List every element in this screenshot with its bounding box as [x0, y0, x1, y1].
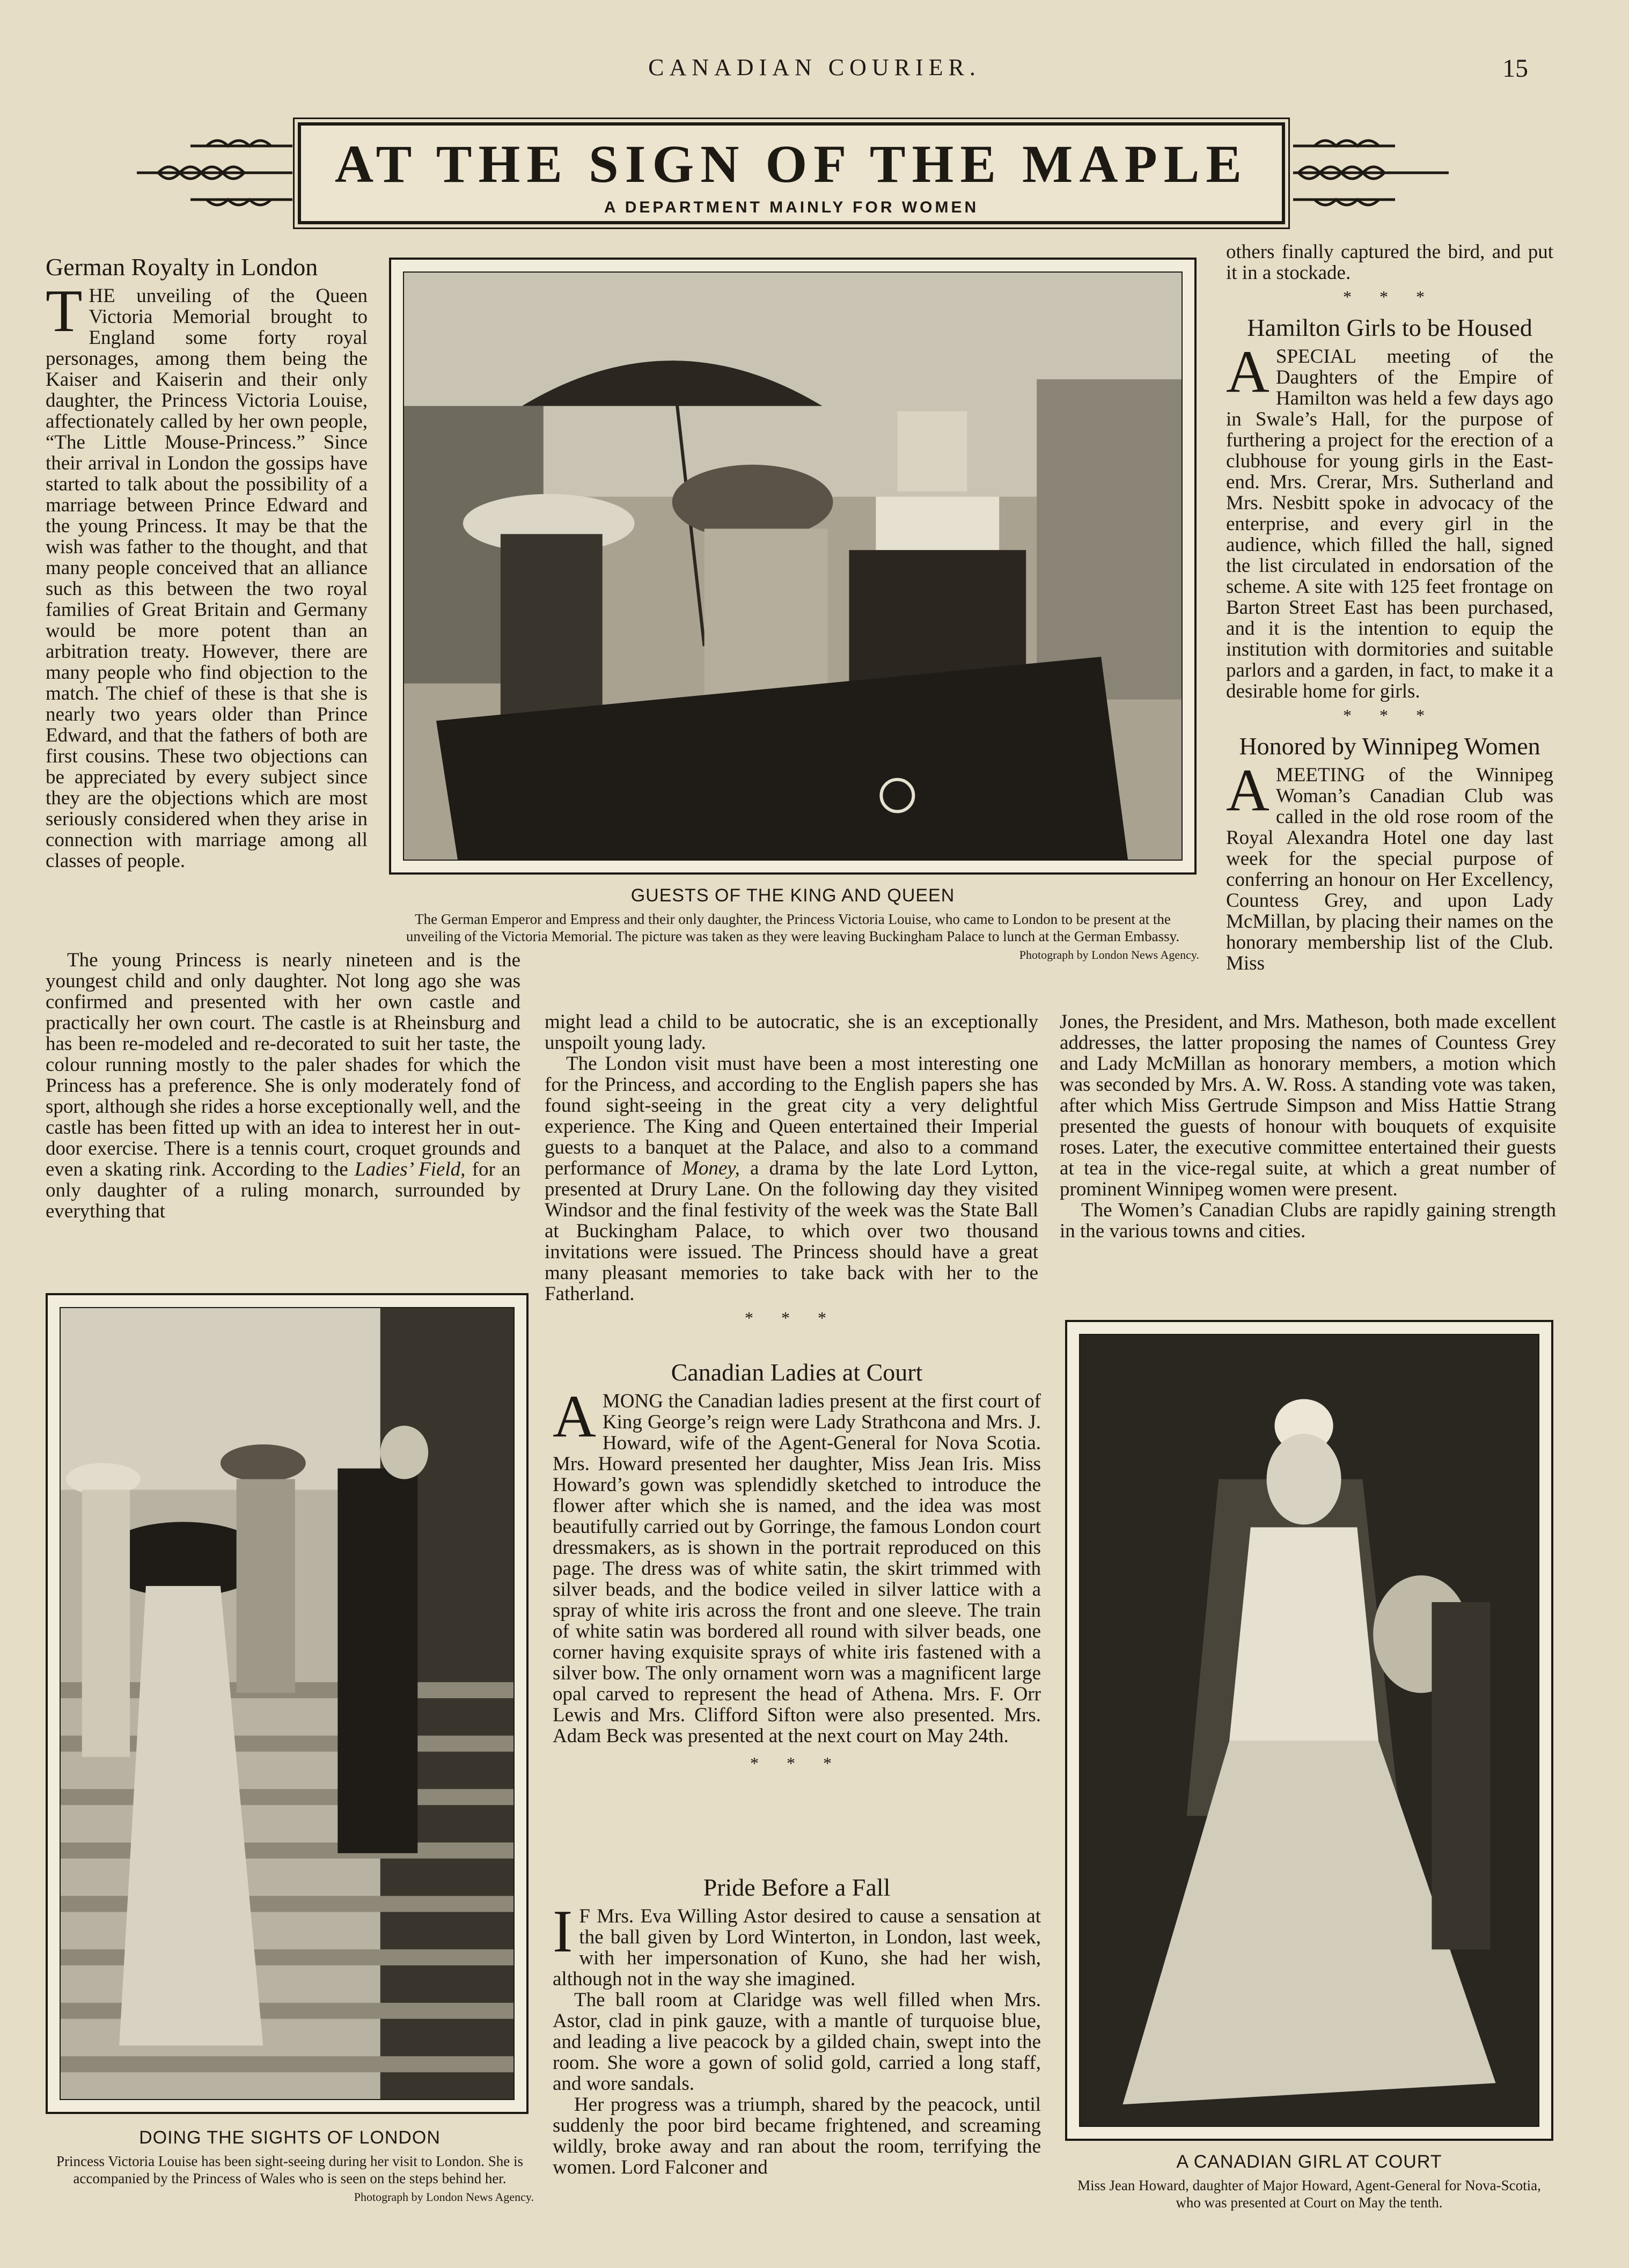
sights-caption — [46, 2127, 534, 2204]
article-paragraph: others finally captured the bird, and put it in a stockade. — [1226, 241, 1553, 284]
article-headline: German Royalty in London — [46, 253, 318, 281]
section-separator: * * * — [1343, 706, 1436, 725]
article-paragraph: The London visit must have been a most interesting one for the Princess, and according to the English papers she has found sight-seeing in the great city a very delightful experience. The King and Queen entertained their Imperial guests to a banquet at the Palace, and also to a command performance of Money, a drama by the late Lord Lytton, presented at Drury Lane. On the following day they visited Windsor and the final festivity of the week was the State Ball at Buckingham Palace, to which over two thousand invitations were issued. The Princess should have a great many pleasant memories to take back with her to the Fatherland. — [545, 1053, 1038, 1305]
article-paragraph: The ball room at Claridge was well filled when Mrs. Astor, clad in pink gauze, with a mantle of turquoise blue, and leading a live peacock by a gilded chain, swept into the room. She wore a gown of solid gold, carried a long staff, and wore sandals. — [553, 1989, 1041, 2095]
department-masthead — [298, 122, 1285, 224]
pride-before-fall-article — [553, 1873, 1041, 2259]
dropcap: A — [1226, 339, 1270, 405]
winnipeg-continuation — [1060, 1011, 1556, 1290]
article-paragraph: Her progress was a triumph, shared by the peacock, until suddenly the poor bird became frightened, and screaming wildly, broke away and ran about the room, terrifying the women. Lord Falconer and — [553, 2094, 1041, 2178]
caption-body: Miss Jean Howard, daughter of Major Howard, Agent-General for Nova-Scotia, who was presented at Court on May the tenth. — [1077, 2177, 1541, 2211]
department-subtitle: A DEPARTMENT MAINLY FOR WOMEN — [604, 199, 979, 216]
sights-photo-frame — [46, 1293, 529, 2114]
german-royalty-continuation — [545, 1011, 1038, 1328]
caption-title: DOING THE SIGHTS OF LONDON — [139, 2127, 441, 2148]
caption-title: GUESTS OF THE KING AND QUEEN — [630, 885, 955, 906]
dropcap: T — [46, 278, 83, 344]
article-headline: Canadian Ladies at Court — [671, 1359, 923, 1386]
article-paragraph: Jones, the President, and Mrs. Matheson, both made excellent addresses, the latter proposing the names of Countess Grey and Lady McMillan as honorary members, a motion which was seconded by Mrs. A. W. Ross. A standing vote was taken, after which Miss Gertrude Simpson and Miss Hattie Strang presented the guests of honour with bouquets of exquisite roses. Later, the executive committee entertained their guests at tea in the vice-regal suite, at which a great number of prominent Winnipeg women were present. — [1060, 1011, 1556, 1200]
photo-credit: Photograph by London News Agency. — [1019, 948, 1199, 961]
article-paragraph: SPECIAL meeting of the Daughters of the Empire of Hamilton was held a few days ago in Swale’s Hall, for the purpose of furthering a project for the erection of a clubhouse for young girls in the East-end. Mrs. Crerar, Mrs. Sutherland and Mrs. Nesbitt spoke in advocacy of the enterprise, and every girl in the audience, which filled the hall, signed the list circulated in endorsation of the scheme. A site with 125 feet frontage on Barton Street East has been purchased, and it is the intention to equip the institution with dormitories and suitable parlors and a garden, in fact, to make it a desirable home for girls. — [1226, 346, 1553, 702]
article-paragraph: MONG the Canadian ladies present at the first court of King George’s reign were Lady Strathcona and Mrs. J. Howard, wife of the Agent-General for Nova Scotia. Mrs. Howard presented her daughter, Miss Jean Iris. Miss Howard’s gown was splendidly sketched to introduce the flower after which she is named, and the idea was most beautifully carried out by Gorringe, the famous London court dressmakers, as is shown in the portrait reproduced on this page. The dress was of white satin, the skirt trimmed with silver beads, and the bodice veiled in silver lattice with a spray of white iris across the front and one sleeve. The train of white satin was bordered all round with silver beads, one corner having exquisite sprays of white iris fastened with a silver bow. The only ornament worn was a magnificent large opal carved to represent the head of Athena. Mrs. F. Orr Lewis and Mrs. Clifford Sifton were also presented. Mrs. Adam Beck was presented at the next court on May 24th. — [553, 1390, 1041, 1747]
dropcap: A — [1226, 757, 1270, 824]
article-headline: Pride Before a Fall — [703, 1874, 891, 1901]
palace-steps-photo — [60, 1307, 515, 2100]
right-column — [1226, 241, 1553, 1014]
canadian-girl-photo-frame — [1065, 1320, 1553, 2141]
caption-body: The German Emperor and Empress and their only daughter, the Princess Victoria Louise, who came to London to be present at the unveiling of the Victoria Memorial. The picture was taken as they were leaving Buckingham Palace to lunch at the German Embassy. — [406, 911, 1180, 944]
page-number: 15 — [1502, 54, 1528, 83]
running-head: CANADIAN COURIER. — [648, 54, 981, 80]
german-royalty-article — [46, 252, 368, 987]
guests-photo-frame — [389, 258, 1197, 875]
court-portrait-photo — [1079, 1334, 1539, 2127]
dropcap: A — [553, 1383, 596, 1450]
canadian-ladies-article — [553, 1357, 1041, 1835]
section-separator: * * * — [1343, 287, 1436, 306]
german-royalty-article-cont — [46, 950, 520, 1272]
canadian-girl-caption — [1065, 2152, 1553, 2211]
section-separator: * * * — [745, 1308, 838, 1327]
article-headline: Hamilton Girls to be Housed — [1247, 314, 1532, 341]
caption-body: Princess Victoria Louise has been sight-seeing during her visit to London. She is accompanied by the Princess of Wales who is seen on the steps behind her. — [56, 2153, 523, 2186]
article-paragraph: might lead a child to be autocratic, she is an exceptionally unspoilt young lady. — [545, 1011, 1038, 1054]
dropcap: I — [553, 1898, 573, 1965]
article-paragraph: The Women’s Canadian Clubs are rapidly gaining strength in the various towns and cities. — [1060, 1199, 1556, 1242]
article-paragraph: The young Princess is nearly nineteen and is the youngest child and only daughter. Not long ago she was confirmed and presented with her own castle and practically her own court. The castle is at Rheinsburg and has been re-modeled and re-decorated to suit her taste, the colour running mostly to the paler shades for which the Princess has a preference. She is only moderately fond of sport, although she rides a horse exceptionally well, and the castle has been fitted up with an idea to interest her in out-door exercise. There is a tennis court, croquet grounds and even a skating rink. According to the Ladies’ Field, for an only daughter of a ruling monarch, surrounded by everything that — [46, 949, 521, 1222]
article-paragraph: HE unveiling of the Queen Victoria Memorial brought to England some forty royal personages, among them being the Kaiser and Kaiserin and their only daughter, the Princess Victoria Louise, affectionately called by her own people, “The Little Mouse-Princess.” Since their arrival in London the gossips have started to talk about the possibility of a marriage between Prince Edward and the young Princess. It may be that the wish was father to the thought, and that many people conceived that an alliance such as this between the two royal families of Great Britain and Germany would be more potent than an arbitration treaty. However, there are many people who find objection to the match. The chief of these is that she is nearly two years older than Prince Edward, and that the fathers of both are first cousins. These two objections can be appreciated by every subject since they are the objections which are most seriously considered when they arise in connection with marriage among all classes of people. — [46, 285, 368, 872]
guests-caption — [386, 885, 1199, 962]
department-title: AT THE SIGN OF THE MAPLE — [334, 134, 1249, 194]
article-headline: Honored by Winnipeg Women — [1239, 732, 1540, 760]
photo-credit: Photograph by London News Agency. — [354, 2190, 534, 2204]
caption-title: A CANADIAN GIRL AT COURT — [1176, 2152, 1442, 2172]
article-paragraph: MEETING of the Winnipeg Woman’s Canadian Club was called in the old rose room of the Royal Alexandra Hotel one day last week for the special purpose of conferring an honour on Her Excellency, Countess Grey, and upon Lady McMillan, by placing their names on the honorary membership list of the Club. Miss — [1226, 764, 1553, 974]
section-separator: * * * — [750, 1753, 843, 1773]
right-ornament-icon — [1288, 124, 1459, 221]
left-ornament-icon — [126, 124, 298, 221]
article-paragraph: F Mrs. Eva Willing Astor desired to cause a sensation at the ball given by Lord Winterton, in London, last week, with her impersonation of Kuno, she had her wish, although not in the way she imagined. — [553, 1905, 1041, 1990]
royal-carriage-photo — [403, 271, 1183, 861]
